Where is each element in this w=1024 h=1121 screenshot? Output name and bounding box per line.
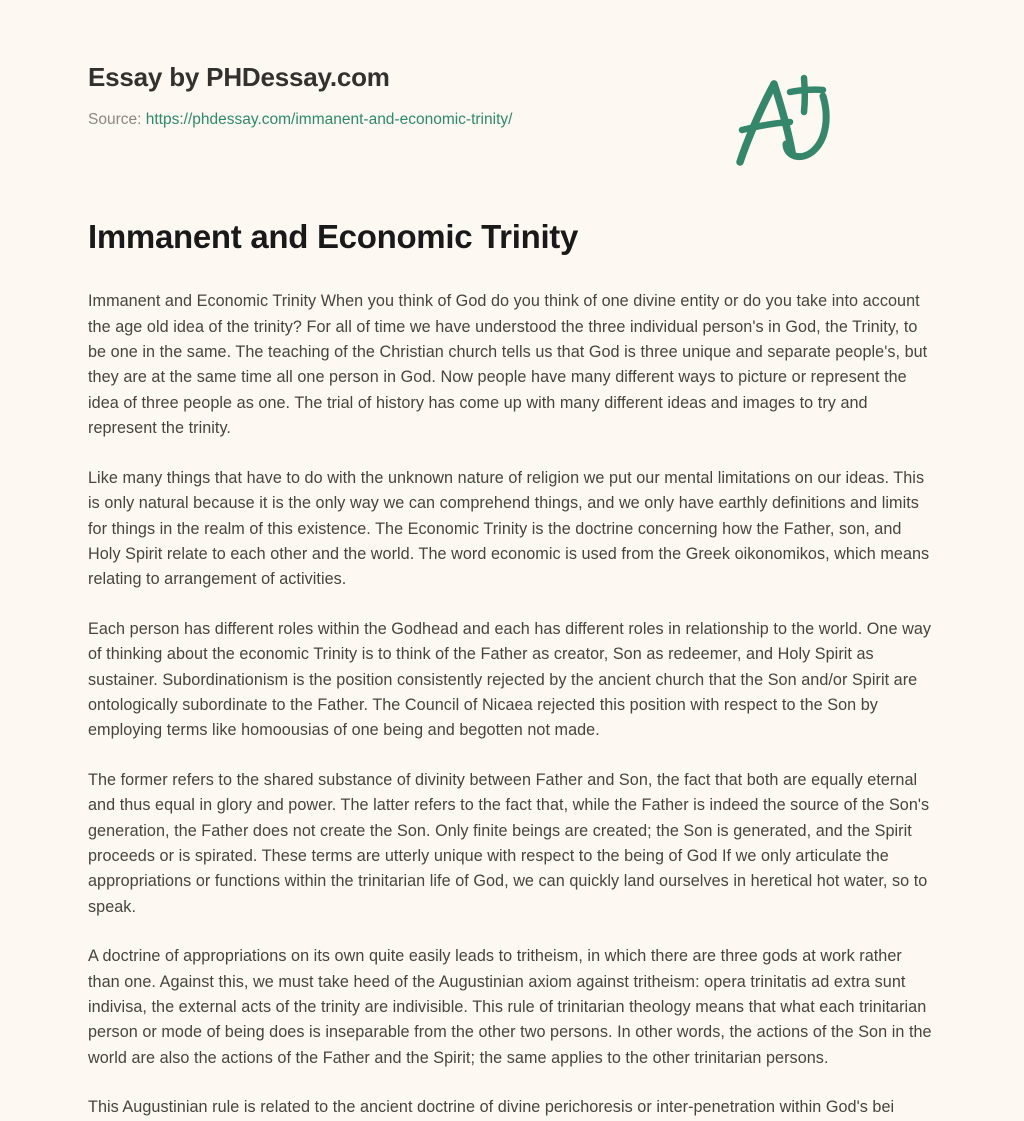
paragraph: This Augustinian rule is related to the ancient doctrine of divine perichoresis or inter-penetration within God's bei bbox=[88, 1098, 895, 1117]
aplus-logo-icon bbox=[728, 68, 836, 168]
paragraph: A doctrine of appropriations on its own quite easily leads to tritheism, in which there are three gods at work rather than one. Against this, we must take heed of the Augustinian axiom against tritheism: opera trinitatis ad extra sunt indivisa, the external acts of the trinity are indivisible. This rule of trinitarian theology means that what each trinitarian person or mode of being does is inseparable from the other two persons. In other words, the actions of the Son in the world are also the actions of the Father and the Spirit; the same applies to the other trinitarian persons. bbox=[88, 947, 932, 1067]
brand-title: Essay by PHDessay.com bbox=[88, 62, 390, 92]
paragraph: Immanent and Economic Trinity When you think of God do you think of one divine entity or do you take into account the age old idea of the trinity? For all of time we have understood the three individual person's in God, the Trinity, to be one in the same. The teaching of the Christian church tells us that God is three unique and separate people's, but they are at the same time all one person in God. Now people have many different ways to picture or represent the idea of three people as one. The trial of history has come up with many different ideas and images to try and represent the trinity. bbox=[88, 292, 928, 438]
paragraph: Like many things that have to do with the unknown nature of religion we put our mental limitations on our ideas. This is only natural because it is the only way we can comprehend things, and we only have earthly definitions and limits for things in the realm of this existence. The Economic Trinity is the doctrine concerning how the Father, son, and Holy Spirit relate to each other and the world. The word economic is used from the Greek oikonomikos, which means relating to arrangement of activities. bbox=[88, 468, 930, 589]
paragraph: The former refers to the shared substance of divinity between Father and Son, the fact that both are equally eternal and thus equal in glory and power. The latter refers to the fact that, while the Father is indeed the source of the Son's generation, the Father does not create the Son. Only finite beings are created; the Son is generated, and the Spirit proceeds or is spirated. These terms are utterly unique with respect to the being of God If we only articulate the appropriations or functions within the trinitarian life of God, we can quickly land ourselves in heretical hot water, so to speak. bbox=[88, 770, 930, 916]
paragraph: Each person has different roles within the Godhead and each has different roles in relationship to the world. One way of thinking about the economic Trinity is to think of the Father as creator, Son as redeemer, and Holy Spirit as sustainer. Subordinationism is the position consistently rejected by the ancient church that the Son and/or Spirit are ontologically subordinate to the Father. The Council of Nicaea rejected this position with respect to the Son by employing terms like homoousias of one being and begotten not made. bbox=[88, 619, 932, 740]
page-title: Immanent and Economic Trinity bbox=[88, 218, 579, 255]
document-header bbox=[88, 0, 936, 128]
source-label: Source: bbox=[88, 111, 142, 129]
article-body bbox=[88, 257, 936, 1120]
source-url-link[interactable]: https://phdessay.com/immanent-and-economic-trinity/ bbox=[145, 111, 513, 129]
